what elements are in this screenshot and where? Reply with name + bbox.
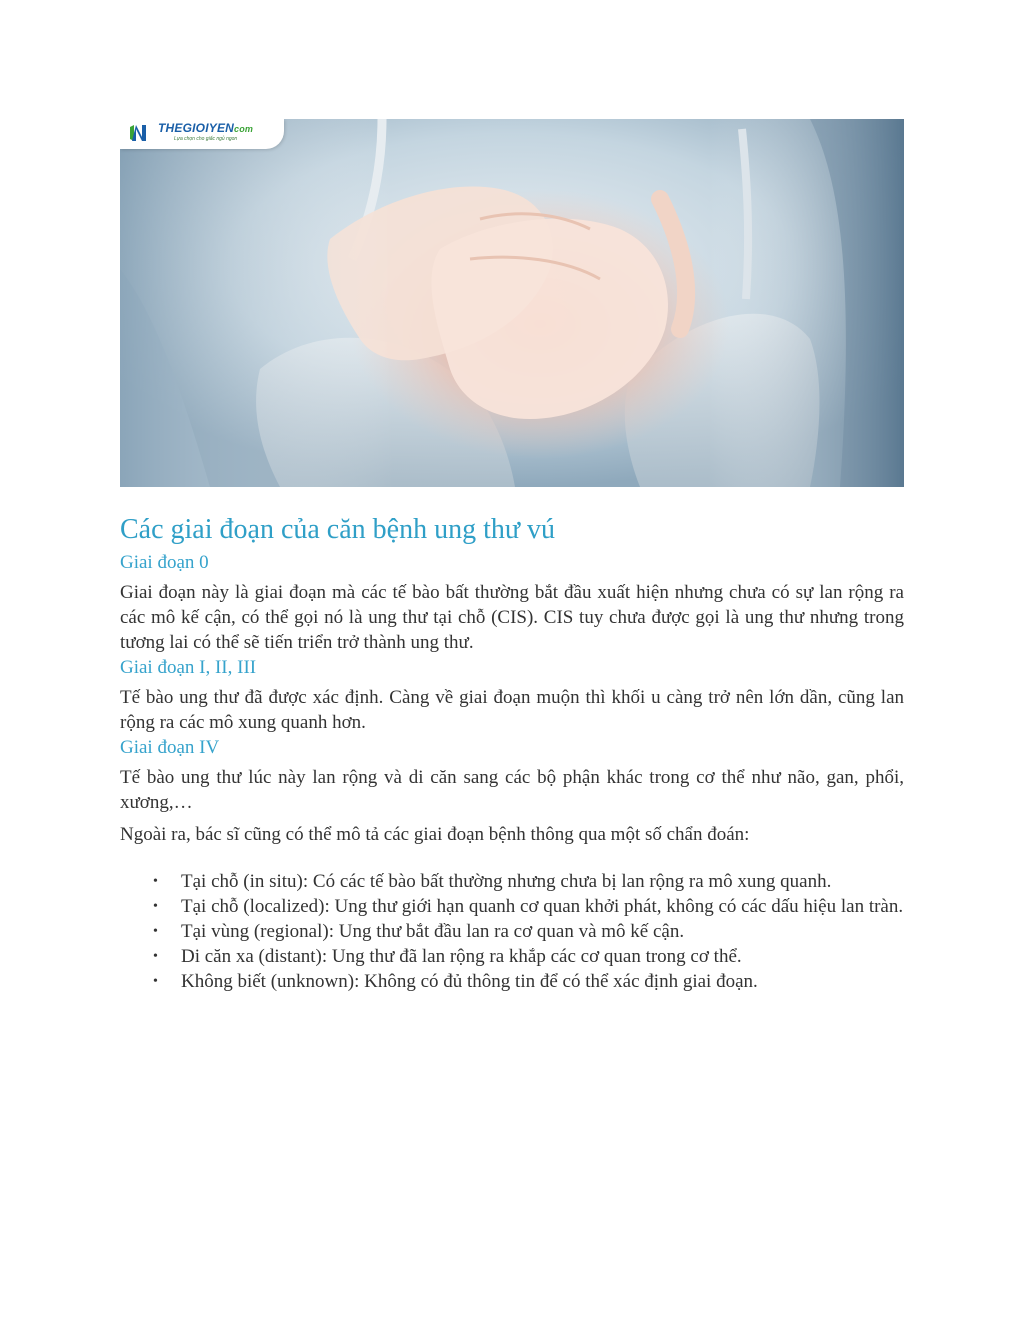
logo-mark-icon <box>128 123 150 143</box>
section-heading-stage-0: Giai đoạn 0 <box>120 552 209 573</box>
list-item <box>120 969 904 994</box>
section-text-stage-4: Tế bào ung thư lúc này lan rộng và di căn sang các bộ phận khác trong cơ thể như não, gan, phổi, xương,… <box>120 767 904 813</box>
list-item-text: Không biết (unknown): Không có đủ thông tin để có thể xác định giai đoạn. <box>181 971 758 992</box>
article-title: Các giai đoạn của căn bệnh ung thư vú <box>120 514 556 545</box>
list-item <box>120 894 904 919</box>
section-text-stage-1-3: Tế bào ung thư đã được xác định. Càng về giai đoạn muộn thì khối u càng trở nên lớn dần, cũng lan rộng ra các mô xung quanh hơn. <box>120 687 904 733</box>
logo-tagline: Lựa chọn cho giấc ngủ ngon <box>174 136 238 142</box>
diagnosis-intro: Ngoài ra, bác sĩ cũng có thể mô tả các giai đoạn bệnh thông qua một số chẩn đoán: <box>120 824 750 845</box>
list-item-text: Di căn xa (distant): Ung thư đã lan rộng ra khắp các cơ quan trong cơ thể. <box>181 946 742 967</box>
bullet-icon: • <box>153 949 158 964</box>
site-logo <box>120 119 284 149</box>
list-item-text: Tại chỗ (in situ): Có các tế bào bất thường nhưng chưa bị lan rộng ra mô xung quanh. <box>181 871 832 892</box>
list-item-text: Tại chỗ (localized): Ung thư giới hạn quanh cơ quan khởi phát, không có các dấu hiệu lan tràn. <box>181 896 904 917</box>
list-item <box>120 919 904 944</box>
bullet-icon: • <box>153 874 158 889</box>
section-heading-stage-4: Giai đoạn IV <box>120 737 220 758</box>
list-item <box>120 944 904 969</box>
bullet-icon: • <box>153 974 158 989</box>
diagnosis-list <box>120 869 904 994</box>
list-item-text: Tại vùng (regional): Ung thư bắt đầu lan ra cơ quan và mô kế cận. <box>181 921 685 942</box>
section-heading-stage-1-3: Giai đoạn I, II, III <box>120 657 257 678</box>
bullet-icon: • <box>153 899 158 914</box>
document-page <box>120 119 904 994</box>
bullet-icon: • <box>153 924 158 939</box>
list-item <box>120 869 904 894</box>
hero-illustration <box>120 119 904 487</box>
logo-wordmark: THEGIOIYENcom <box>158 121 254 135</box>
section-text-stage-0: Giai đoạn này là giai đoạn mà các tế bào bất thường bắt đầu xuất hiện nhưng chưa có sự lan rộng ra các mô kế cận, có thể gọi nó là ung thư tại chỗ (CIS). CIS tuy chưa được gọi là ung thư nhưng trong tương lai có thể sẽ tiến triển trở thành ung thư. <box>120 582 904 653</box>
article-hero-image <box>120 119 904 487</box>
